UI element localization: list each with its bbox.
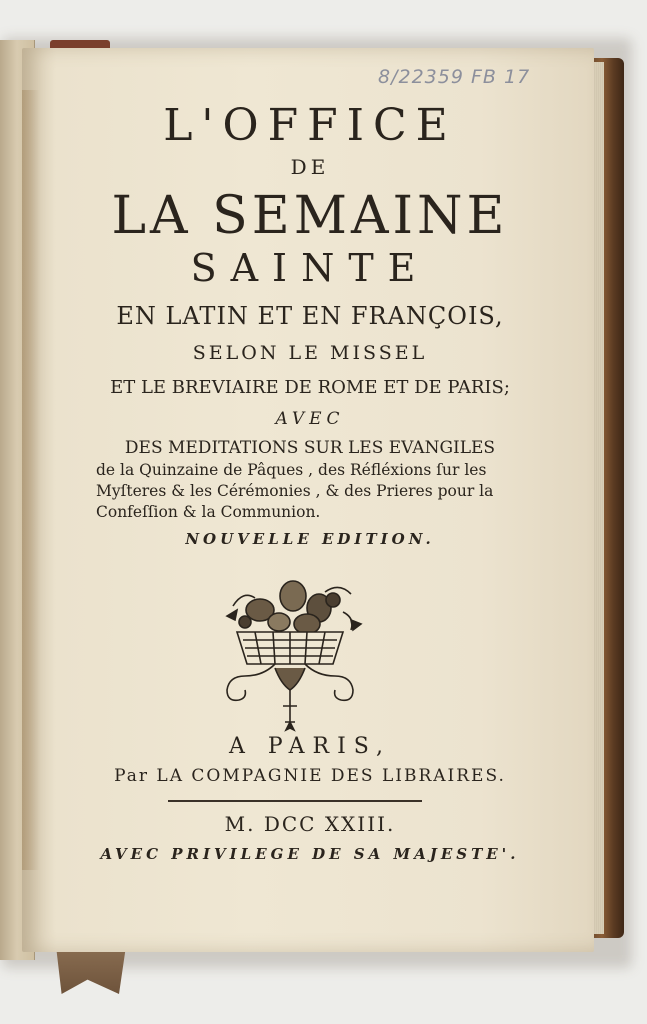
subtitle-missel: SELON LE MISSEL (192, 342, 428, 364)
page-stain (22, 90, 40, 870)
title-line-office: L'OFFICE (163, 100, 457, 151)
description-line: de la Quinzaine de Pâques , des Réfléxions ſur les (96, 461, 487, 479)
year-line: M. DCC XXIII. (224, 812, 396, 836)
description-line: Myſteres & les Cérémonies , & des Prieres pour la (96, 482, 494, 500)
subtitle-meditations: DES MEDITATIONS SUR LES EVANGILES (124, 438, 496, 458)
bookmark-ribbon (56, 946, 126, 994)
title-line-semaine: LA SEMAINE (111, 186, 509, 246)
subtitle-latin-francois: EN LATIN ET EN FRANÇOIS, (116, 302, 504, 330)
title-line-sainte: SAINTE (190, 246, 430, 290)
place-line: A PARIS, (228, 734, 392, 759)
subtitle-avec: AVEC (275, 409, 345, 429)
divider-rule (168, 800, 422, 802)
description-line: Confeſſion & la Communion. (96, 503, 321, 521)
publisher-line: Par LA COMPAGNIE DES LIBRAIRES. (114, 766, 506, 786)
description-paragraph (96, 460, 516, 523)
subtitle-breviaire: ET LE BREVIAIRE DE ROME ET DE PARIS; (110, 377, 510, 398)
fruit-basket-ornament (215, 572, 365, 732)
privilege-line: AVEC PRIVILEGE DE SA MAJESTE'. (100, 845, 520, 863)
edition-line: NOUVELLE EDITION. (185, 530, 435, 548)
pencil-shelfmark: 8/22359 FB 17 (378, 66, 531, 88)
title-line-de: DE (290, 155, 330, 179)
